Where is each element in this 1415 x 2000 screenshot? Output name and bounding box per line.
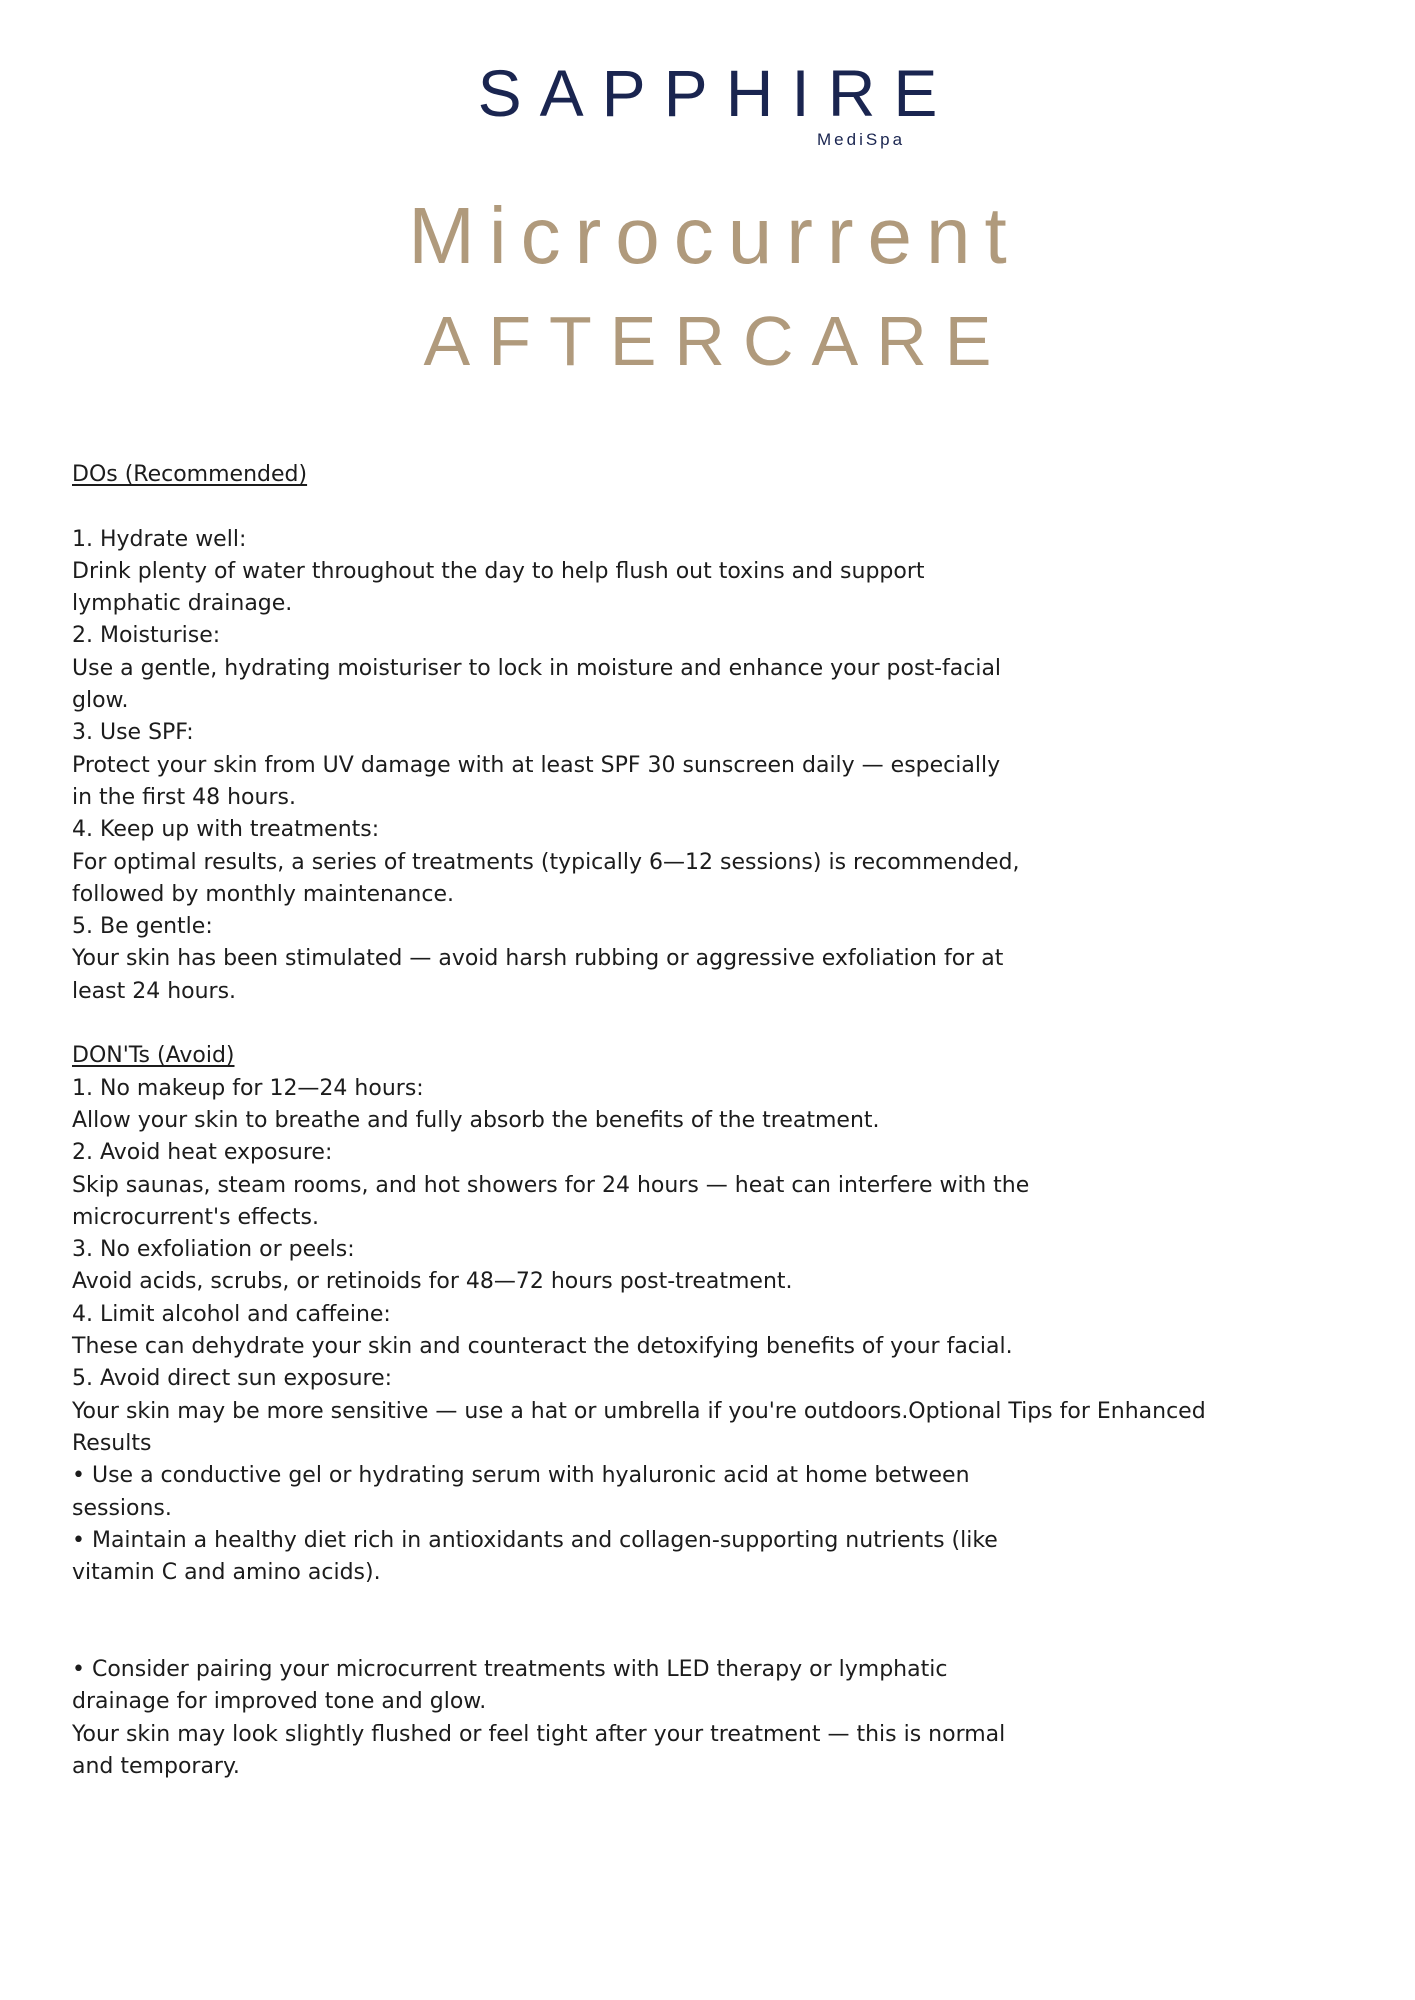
- brand-name: SAPPHIRE: [477, 56, 956, 130]
- brand-subtitle: MediSpa: [817, 130, 906, 149]
- list-item: [72, 1073, 1302, 1138]
- item-text: Results: [72, 1430, 152, 1456]
- item-label: 2. Avoid heat exposure:: [72, 1140, 333, 1166]
- brand-logo: [0, 56, 1415, 149]
- tip-text: • Consider pairing your microcurrent treatments with LED therapy or lymphatic: [72, 1656, 948, 1682]
- title-line-2: AFTERCARE: [423, 302, 1010, 380]
- item-text: least 24 hours.: [72, 978, 237, 1004]
- item-text: Drink plenty of water throughout the day to help flush out toxins and support: [72, 558, 925, 584]
- tip-text: and temporary.: [72, 1753, 240, 1779]
- dos-heading: DOs (Recommended): [72, 462, 308, 487]
- spacer: [72, 1008, 1302, 1040]
- item-label: 4. Limit alcohol and caffeine:: [72, 1301, 391, 1327]
- item-label: 5. Be gentle:: [72, 914, 213, 940]
- donts-heading: DON'Ts (Avoid): [72, 1043, 235, 1069]
- tip-text: Your skin may look slightly flushed or feel tight after your treatment — this is normal: [72, 1721, 1006, 1747]
- tip-text: drainage for improved tone and glow.: [72, 1689, 487, 1715]
- tip-text: • Maintain a healthy diet rich in antioxidants and collagen-supporting nutrients (like: [72, 1527, 998, 1553]
- item-text: Allow your skin to breathe and fully absorb the benefits of the treatment.: [72, 1107, 880, 1133]
- aftercare-content: [72, 459, 1302, 1783]
- item-text: These can dehydrate your skin and counteract the detoxifying benefits of your facial.: [72, 1334, 1013, 1360]
- list-item: [72, 717, 1302, 814]
- item-text: For optimal results, a series of treatments (typically 6—12 sessions) is recommended,: [72, 849, 1020, 875]
- list-item: [72, 524, 1302, 621]
- item-label: 5. Avoid direct sun exposure:: [72, 1366, 393, 1392]
- tip-item: [72, 1719, 1302, 1784]
- tip-text: • Use a conductive gel or hydrating serum with hyaluronic acid at home between: [72, 1463, 970, 1489]
- list-item: [72, 620, 1302, 717]
- item-label: 3. No exfoliation or peels:: [72, 1237, 355, 1263]
- list-item: [72, 1234, 1302, 1299]
- item-text: Your skin has been stimulated — avoid harsh rubbing or aggressive exfoliation for at: [72, 946, 1004, 972]
- item-text: in the first 48 hours.: [72, 784, 296, 810]
- tip-item: [72, 1525, 1302, 1590]
- item-text: microcurrent's effects.: [72, 1204, 319, 1230]
- spacer: [72, 1622, 1302, 1654]
- item-text: Your skin may be more sensitive — use a hat or umbrella if you're outdoors.Optional Tips for Enhanced: [72, 1398, 1206, 1424]
- page-title: [0, 191, 1415, 380]
- tip-item: [72, 1460, 1302, 1525]
- item-label: 4. Keep up with treatments:: [72, 817, 380, 843]
- item-text: glow.: [72, 688, 129, 714]
- title-line-1: Microcurrent: [408, 191, 1021, 280]
- tip-item: [72, 1654, 1302, 1719]
- dos-section: [72, 459, 1302, 1008]
- item-label: 1. No makeup for 12—24 hours:: [72, 1075, 424, 1101]
- list-item: [72, 1137, 1302, 1234]
- item-text: Protect your skin from UV damage with at least SPF 30 sunscreen daily — especially: [72, 752, 1001, 778]
- list-item: [72, 1299, 1302, 1364]
- tip-text: vitamin C and amino acids).: [72, 1560, 381, 1586]
- tips-section: [72, 1460, 1302, 1783]
- spacer: [72, 491, 1302, 523]
- list-item: [72, 1363, 1302, 1460]
- item-text: Use a gentle, hydrating moisturiser to lock in moisture and enhance your post-facial: [72, 655, 1002, 681]
- item-label: 1. Hydrate well:: [72, 526, 247, 552]
- item-label: 3. Use SPF:: [72, 720, 194, 746]
- item-text: followed by monthly maintenance.: [72, 881, 455, 907]
- item-text: Avoid acids, scrubs, or retinoids for 48—72 hours post-treatment.: [72, 1269, 793, 1295]
- tip-text: sessions.: [72, 1495, 172, 1521]
- list-item: [72, 911, 1302, 1008]
- item-text: Skip saunas, steam rooms, and hot showers for 24 hours — heat can interfere with the: [72, 1172, 1030, 1198]
- item-label: 2. Moisturise:: [72, 623, 221, 649]
- spacer: [72, 1589, 1302, 1621]
- donts-section: [72, 1040, 1302, 1460]
- item-text: lymphatic drainage.: [72, 591, 293, 617]
- list-item: [72, 814, 1302, 911]
